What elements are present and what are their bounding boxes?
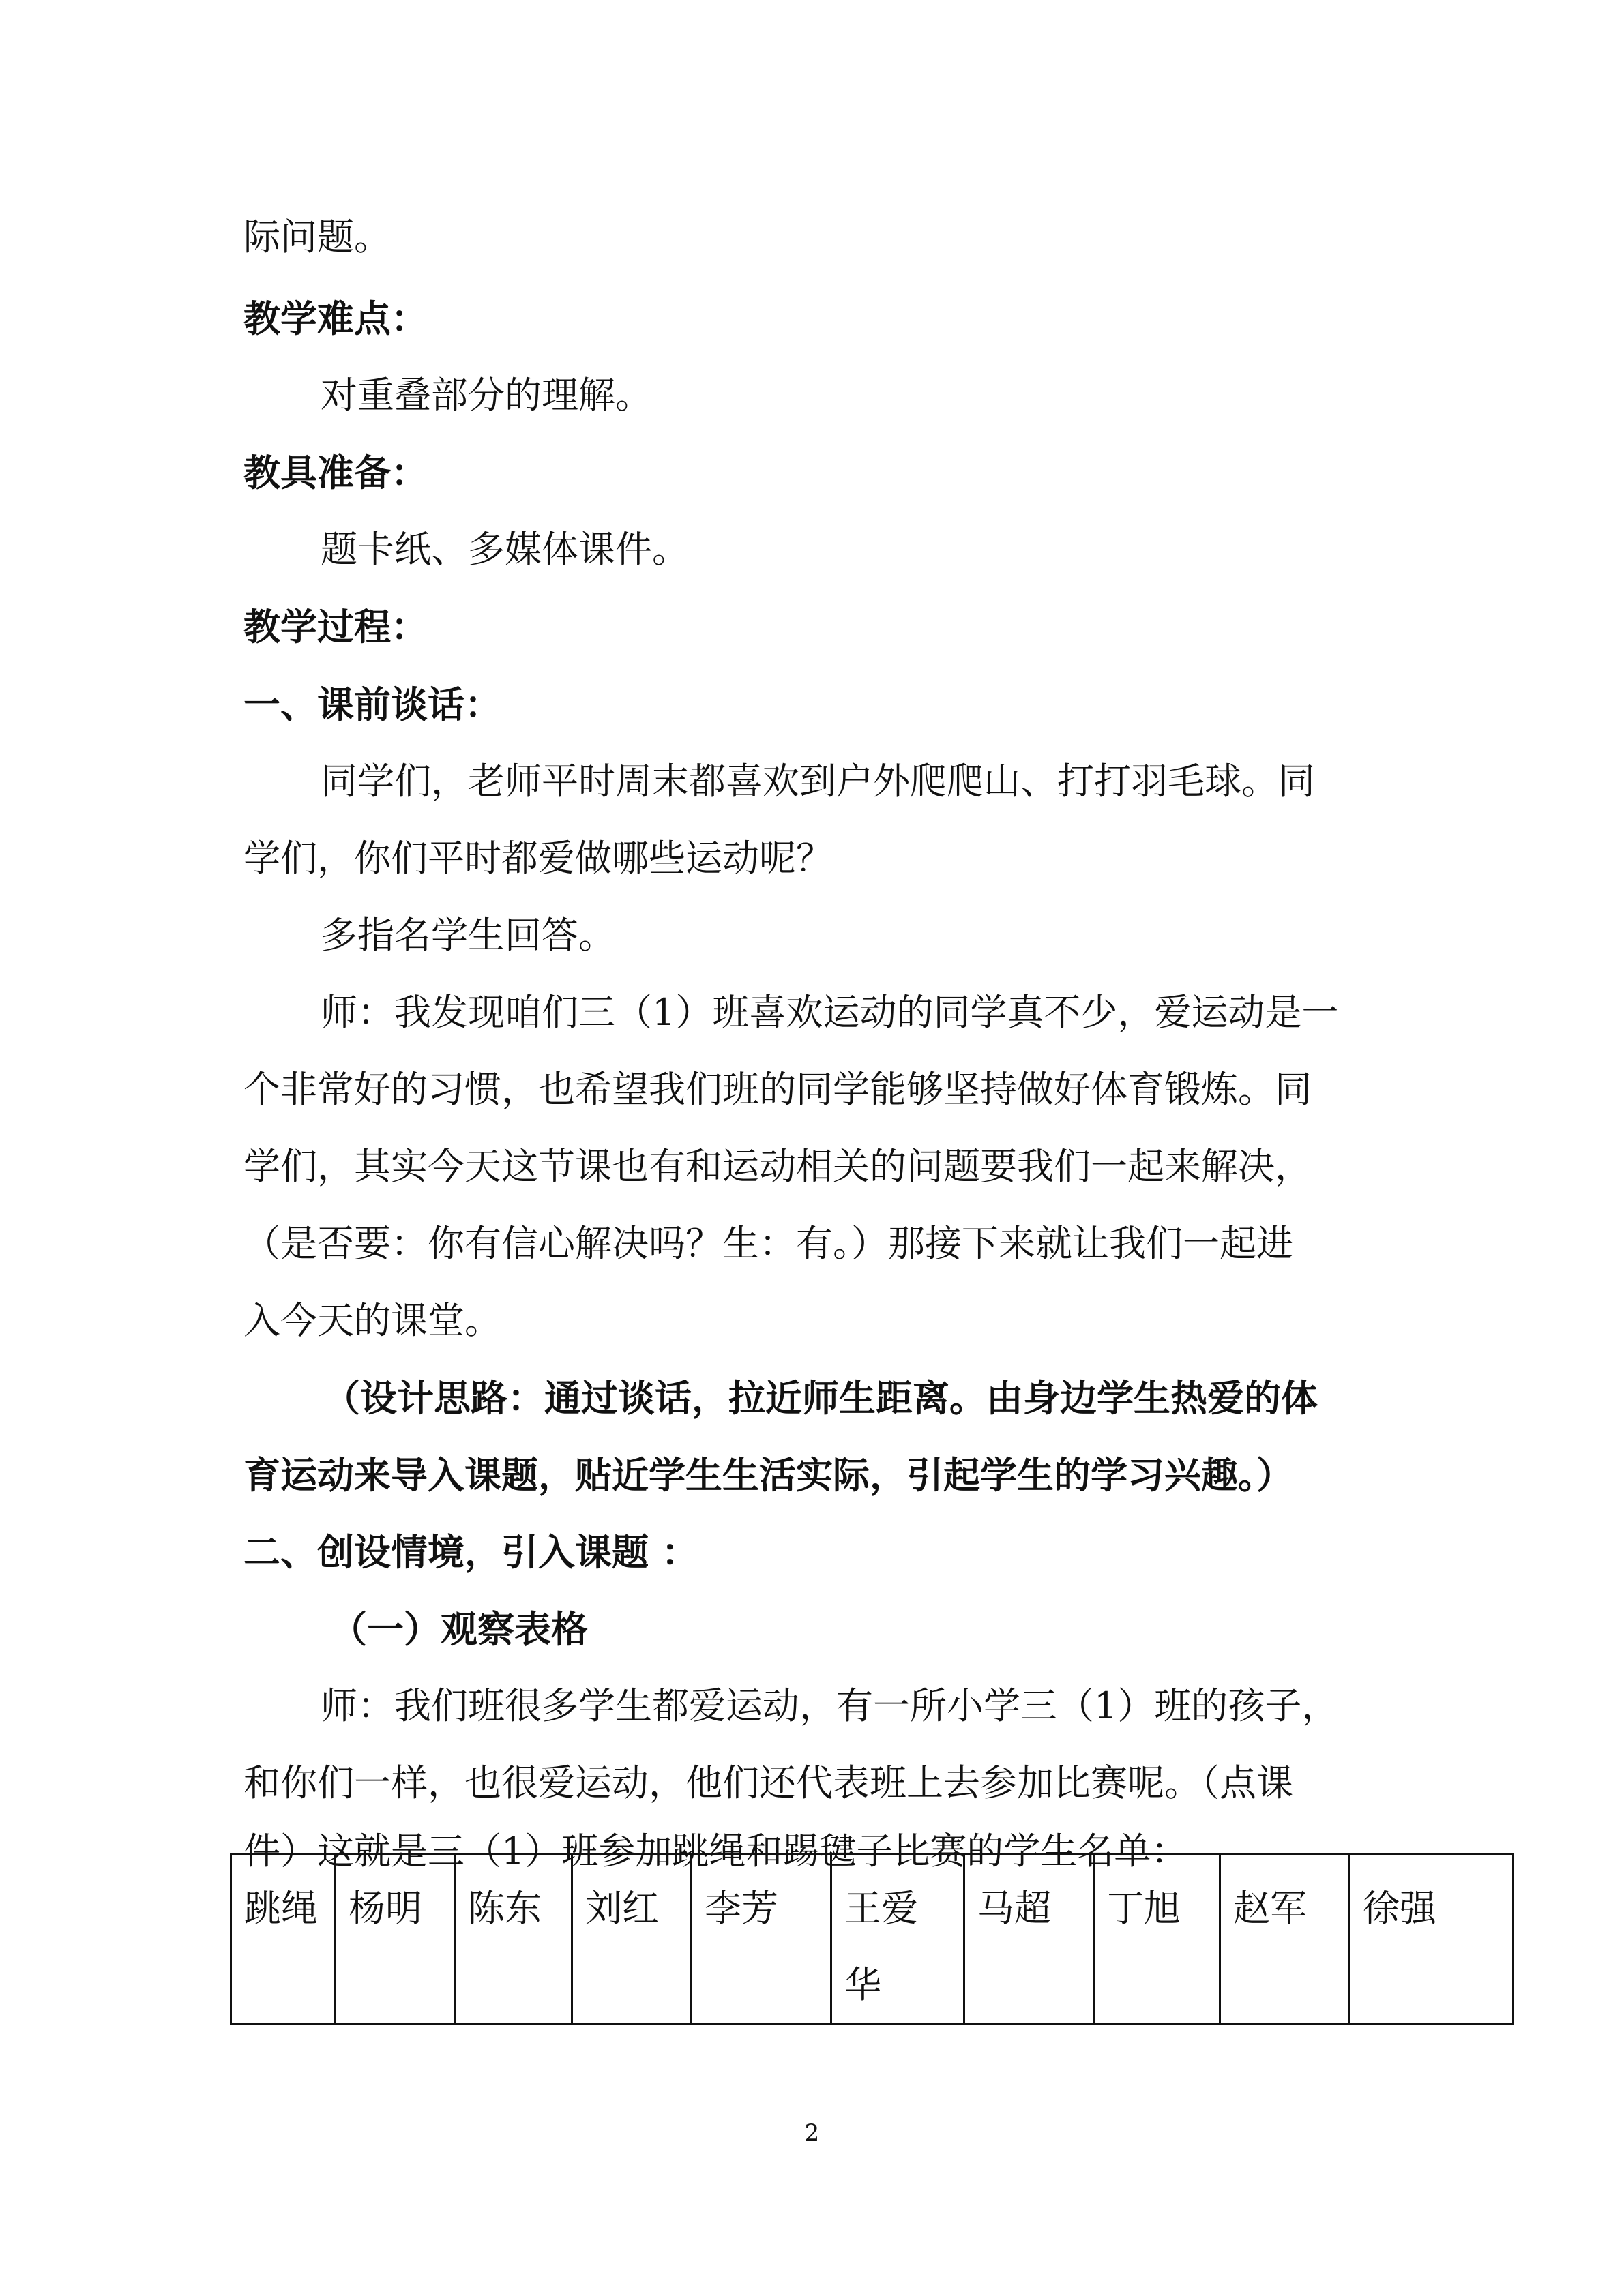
text-line: 际问题。 bbox=[243, 215, 391, 258]
table-cell: 赵军 bbox=[1220, 1855, 1350, 2025]
text-line: 师：我发现咱们三（1）班喜欢运动的同学真不少，爱运动是一 bbox=[321, 991, 1339, 1034]
section-heading: 教具准备： bbox=[243, 451, 428, 494]
table-header-cell: 跳绳 bbox=[231, 1855, 336, 2025]
sub-heading: （一）观察表格 bbox=[330, 1607, 588, 1651]
table-cell: 徐强 bbox=[1350, 1855, 1514, 2025]
text-line: 个非常好的习惯，也希望我们班的同学能够坚持做好体育锻炼。同 bbox=[243, 1068, 1312, 1111]
page-number: 2 bbox=[804, 2119, 820, 2147]
text-line: 题卡纸、多媒体课件。 bbox=[321, 528, 689, 571]
design-note: 育运动来导入课题，贴近学生生活实际，引起学生的学习兴趣。） bbox=[243, 1453, 1293, 1497]
text-line: 和你们一样，也很爱运动，他们还代表班上去参加比赛呢。（点课 bbox=[243, 1761, 1293, 1804]
text-line: 对重叠部分的理解。 bbox=[321, 374, 652, 417]
roster-table bbox=[230, 1853, 1514, 2025]
text-line: 件）这就是三（1）班参加跳绳和踢毽子比赛的学生名单： bbox=[243, 1830, 1188, 1873]
section-heading: 教学难点： bbox=[243, 297, 428, 340]
section-heading: 教学过程： bbox=[243, 605, 428, 648]
text-line: 学们，其实今天这节课也有和运动相关的问题要我们一起来解决， bbox=[243, 1145, 1312, 1188]
text-line: 同学们，老师平时周末都喜欢到户外爬爬山、打打羽毛球。同 bbox=[321, 760, 1315, 803]
table-cell: 杨明 bbox=[336, 1855, 455, 2025]
section-heading: 一、课前谈话： bbox=[243, 683, 501, 726]
table-cell: 陈东 bbox=[455, 1855, 572, 2025]
table-row bbox=[231, 1855, 1514, 2025]
table-cell: 马超 bbox=[964, 1855, 1094, 2025]
table-cell: 王爱华 bbox=[831, 1855, 964, 2025]
text-line: 学们，你们平时都爱做哪些运动呢？ bbox=[243, 837, 833, 880]
text-line: 师：我们班很多学生都爱运动，有一所小学三（1）班的孩子， bbox=[321, 1684, 1339, 1727]
text-line: 入今天的课堂。 bbox=[243, 1299, 501, 1342]
table-cell: 丁旭 bbox=[1094, 1855, 1220, 2025]
table-cell: 刘红 bbox=[572, 1855, 692, 2025]
text-line: 多指名学生回答。 bbox=[321, 914, 615, 957]
table-cell: 李芳 bbox=[692, 1855, 831, 2025]
text-line: （是否要：你有信心解决吗？生：有。）那接下来就让我们一起进 bbox=[243, 1222, 1293, 1265]
design-note: （设计思路：通过谈话，拉近师生距离。由身边学生热爱的体 bbox=[323, 1376, 1318, 1420]
section-heading: 二、创设情境，引入课题 ： bbox=[243, 1530, 698, 1574]
